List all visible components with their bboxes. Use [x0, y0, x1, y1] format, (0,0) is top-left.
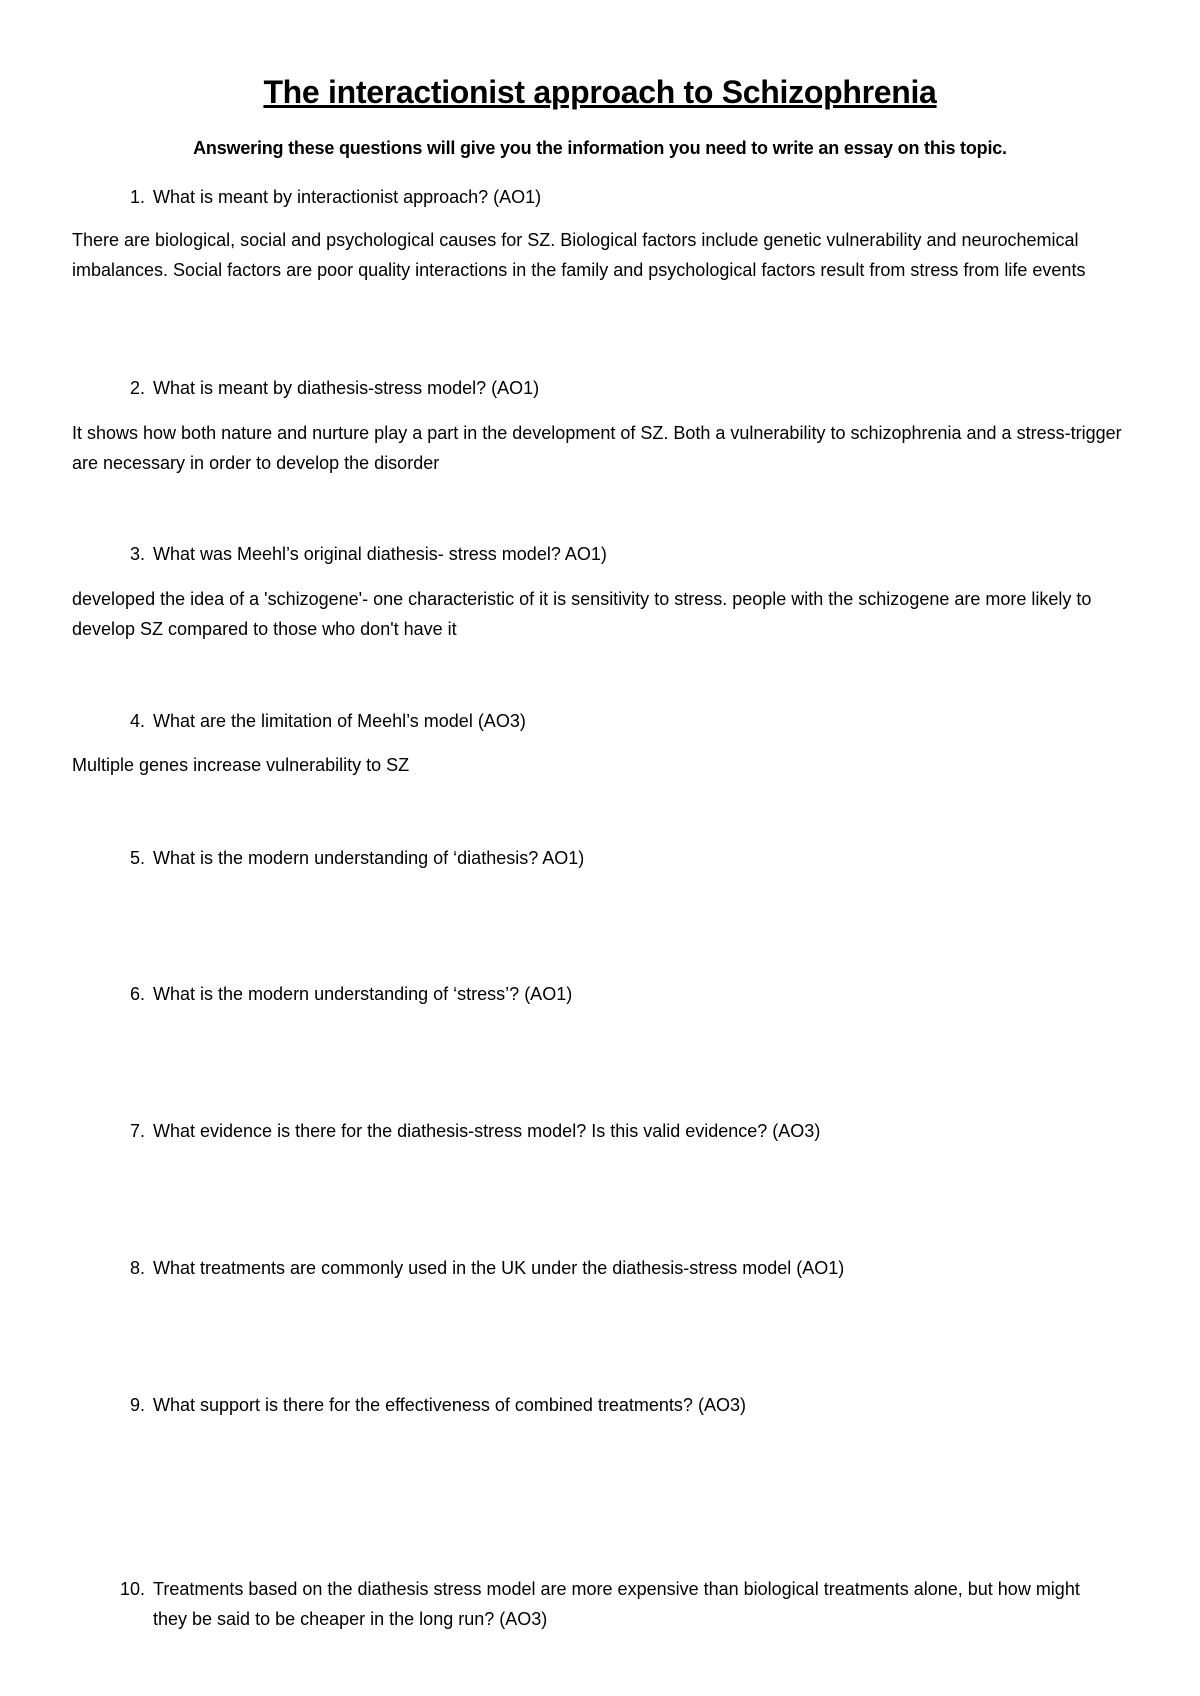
question-1: [105, 182, 1125, 212]
question-number: 1.: [129, 187, 145, 207]
question-number: 8.: [129, 1258, 145, 1278]
page-subtitle: Answering these questions will give you the information you need to write an essay on this topic.: [193, 138, 1007, 158]
question-3: [105, 539, 1125, 569]
question-10: [105, 1574, 1125, 1634]
answer-4: Multiple genes increase vulnerability to SZ: [72, 755, 410, 775]
question-number: 3.: [129, 544, 145, 564]
question-number: 9.: [129, 1395, 145, 1415]
question-4: [105, 706, 1125, 736]
question-text: What was Meehl’s original diathesis- stress model? AO1): [153, 544, 607, 564]
question-number: 10.: [119, 1579, 145, 1599]
question-number: 5.: [129, 848, 145, 868]
question-number: 2.: [129, 378, 145, 398]
answer-1: There are biological, social and psychological causes for SZ. Biological factors include genetic vulnerability and neurochemical imbalances. Social factors are poor quality interactions in the family and psychological factors result from stress from life events: [72, 230, 1086, 280]
question-text: What is meant by interactionist approach? (AO1): [153, 187, 542, 207]
question-6: [105, 979, 1125, 1009]
question-9: [105, 1390, 1125, 1420]
question-text: What evidence is there for the diathesis-stress model? Is this valid evidence? (AO3): [153, 1121, 821, 1141]
question-text: What is the modern understanding of ‘diathesis? AO1): [153, 848, 585, 868]
answer-2: It shows how both nature and nurture play a part in the development of SZ. Both a vulnerability to schizophrenia and a stress-trigger are necessary in order to develop the disorder: [72, 423, 1122, 473]
question-8: [105, 1253, 1125, 1283]
question-2: [105, 373, 1125, 403]
answer-3: developed the idea of a 'schizogene'- one characteristic of it is sensitivity to stress. people with the schizogene are more likely to develop SZ compared to those who don't have it: [72, 589, 1092, 639]
question-5: [105, 843, 1125, 873]
question-text: What treatments are commonly used in the UK under the diathesis-stress model (AO1): [153, 1258, 845, 1278]
question-text: Treatments based on the diathesis stress model are more expensive than biological treatments alone, but how might they be said to be cheaper in the long run? (AO3): [153, 1579, 1080, 1629]
question-number: 4.: [129, 711, 145, 731]
question-text: What support is there for the effectiveness of combined treatments? (AO3): [153, 1395, 746, 1415]
question-text: What is meant by diathesis-stress model? (AO1): [153, 378, 540, 398]
question-7: [105, 1116, 1125, 1146]
question-text: What is the modern understanding of ‘stress’? (AO1): [153, 984, 573, 1004]
question-number: 7.: [129, 1121, 145, 1141]
question-text: What are the limitation of Meehl’s model (AO3): [153, 711, 526, 731]
question-number: 6.: [129, 984, 145, 1004]
page-title: The interactionist approach to Schizophrenia: [263, 74, 937, 110]
